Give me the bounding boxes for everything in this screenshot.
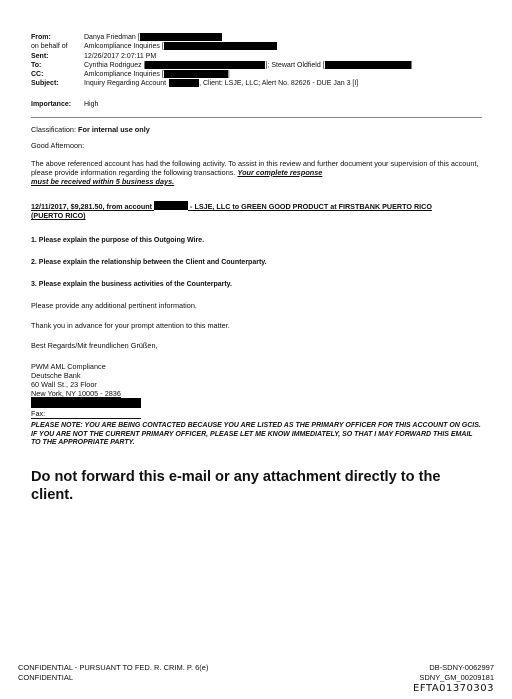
from-value: Danya Friedman [ [84, 34, 140, 41]
intro-emphasis-2: must be received within 5 business days. [31, 177, 175, 186]
footer-doc-id: DB-SDNY-0062997 [429, 663, 494, 672]
to-value-3: ] [410, 61, 413, 69]
footer-confidential: CONFIDENTIAL [18, 672, 74, 682]
transaction-text-2: - LSJE, LLC to GREEN GOOD PRODUCT at FIRSTBANK PUERTO RICO [188, 202, 432, 211]
transaction-text: 12/11/2017, $9,281.50, from account [31, 202, 155, 211]
greeting: Good Afternoon: [31, 141, 85, 150]
importance-row [31, 101, 98, 108]
classification-label: Classification: [31, 125, 79, 134]
intro-emphasis: Your complete response [237, 168, 323, 177]
transaction-line [31, 201, 481, 220]
fax-line [31, 409, 141, 419]
question-2: 2. Please explain the relationship between the Client and Counterparty. [31, 259, 267, 266]
footer-right [419, 663, 494, 682]
redaction [31, 398, 141, 408]
behalf-value: Amlcompliance Inquiries [ [84, 43, 164, 51]
cc-value-2: ] [227, 71, 230, 79]
to-label: To: [31, 61, 42, 69]
subject-row [31, 79, 485, 88]
intro-text: The above referenced account has had the following activity. To assist in this review and further document your supervision of this account, please provide information regarding the following transactions. [31, 159, 479, 177]
email-header [31, 33, 485, 89]
header-divider [31, 117, 482, 118]
importance-label: Importance: [31, 101, 72, 108]
from-label: From: [31, 34, 51, 41]
signature-line: Deutsche Bank [31, 371, 81, 380]
redaction-line [31, 398, 481, 409]
subject-value: Inquiry Regarding Account [84, 80, 167, 88]
classification [31, 125, 481, 134]
to-row [31, 61, 485, 70]
sent-value: 12/26/2017 2:07:11 PM [84, 52, 157, 60]
sent-label: Sent: [31, 52, 49, 60]
footer-confidential-rule: CONFIDENTIAL - PURSUANT TO FED. R. CRIM. P. 6(e) [18, 663, 209, 672]
primary-officer-note: PLEASE NOTE: YOU ARE BEING CONTACTED BECAUSE YOU ARE LISTED AS THE PRIMARY OFFICER FOR THIS ACCOUNT ON GCIS. IF YOU ARE NOT THE CURRENT PRIMARY OFFICER, PLEASE LET ME KNOW IMMEDIATELY, SO THAT I MAY FORWARD THIS EMAIL TO THE APPROPRIATE PARTY. [31, 422, 481, 446]
thanks-line: Thank you in advance for your prompt attention to this matter. [31, 321, 230, 330]
to-value: Cynthia Rodriguez [ [84, 61, 146, 69]
behalf-label: on behalf of [31, 43, 68, 51]
intro-paragraph [31, 159, 481, 186]
additional-info: Please provide any additional pertinent information. [31, 301, 197, 310]
footer-left [18, 663, 208, 682]
question-1: 1. Please explain the purpose of this Outgoing Wire. [31, 237, 205, 244]
from-row [31, 33, 485, 42]
fax-label: Fax: [31, 409, 46, 418]
signature-line: PWM AML Compliance [31, 362, 106, 371]
redaction [325, 61, 411, 69]
to-value-2: ]; Stewart Oldfield [ [265, 61, 325, 69]
classification-value: For internal use only [78, 125, 150, 134]
cc-value: Amlcompliance Inquiries [ [84, 71, 164, 79]
cc-label: CC: [31, 71, 44, 79]
transaction-text-3: (PUERTO RICO) [31, 211, 86, 220]
redaction [169, 79, 199, 87]
question-3: 3. Please explain the business activities of the Counterparty. [31, 281, 232, 288]
bates-number: EFTA01370303 [413, 683, 494, 694]
cc-row [31, 70, 485, 79]
signature-block [31, 362, 481, 419]
sent-row [31, 52, 485, 61]
redaction [145, 61, 265, 69]
subject-label: Subject: [31, 80, 59, 88]
redaction [164, 70, 228, 78]
behalf-row [31, 42, 485, 51]
footer-doc-id-2: SDNY_GM_00209181 [419, 672, 494, 682]
signature-line: 60 Wall St., 23 Floor [31, 380, 97, 389]
redaction [164, 42, 277, 50]
signature-line: New York, NY 10005 - 2836 [31, 389, 121, 398]
importance-value: High [84, 101, 99, 108]
forward-warning: Do not forward this e-mail or any attachment directly to the client. [31, 469, 441, 503]
redaction [154, 201, 188, 210]
regards-line: Best Regards/Mit freundlichen Grüßen, [31, 341, 158, 350]
subject-value-2: , Client: LSJE, LLC; Alert No. 82626 - DUE Jan 3 [I] [199, 80, 359, 88]
redaction [140, 33, 222, 41]
